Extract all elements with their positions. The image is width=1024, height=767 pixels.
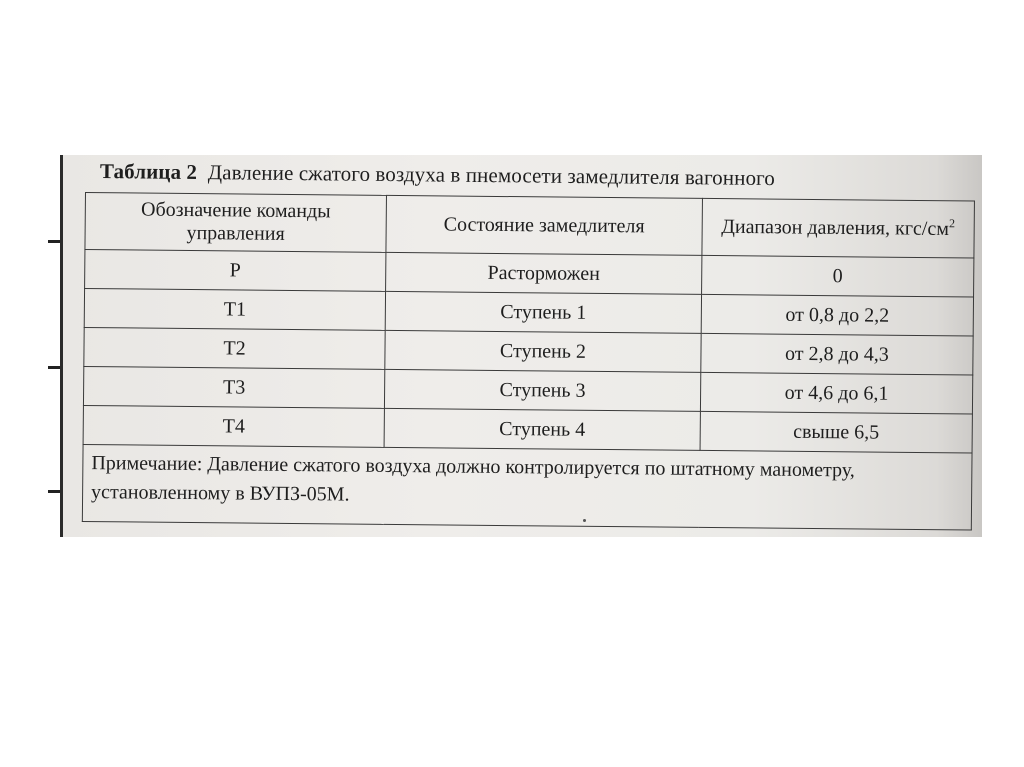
table-note: Примечание: Давление сжатого воздуха должно контролируется по штатному манометру, установленному в ВУПЗ-05М.	[82, 444, 972, 530]
cell-state: Ступень 3	[384, 369, 700, 411]
cell-state: Ступень 1	[385, 291, 701, 333]
cell-pressure: свыше 6,5	[700, 411, 972, 453]
table-caption	[100, 159, 775, 191]
cell-command: Р	[85, 250, 386, 292]
scan-speck	[583, 519, 586, 522]
header-state: Состояние замедлителя	[386, 195, 702, 255]
pressure-table	[82, 192, 975, 531]
cell-pressure: 0	[701, 255, 973, 297]
cell-command: Т1	[84, 289, 385, 331]
cell-command: Т2	[84, 327, 385, 369]
header-command: Обозначение команды управления	[85, 193, 387, 253]
note-row	[82, 444, 972, 530]
header-row	[85, 193, 975, 259]
cell-state: Ступень 4	[384, 408, 700, 450]
cell-pressure: от 0,8 до 2,2	[701, 294, 973, 336]
cell-pressure: от 4,6 до 6,1	[700, 372, 972, 414]
cell-state: Расторможен	[386, 252, 702, 294]
table-number: Таблица 2	[99, 159, 198, 185]
header-pressure: Диапазон давления, кгс/$см^2$	[702, 198, 975, 258]
table-title: Давление сжатого воздуха в пнемосети замедлителя вагонного	[207, 160, 776, 191]
cell-command: Т3	[83, 366, 384, 408]
cell-command: Т4	[83, 405, 384, 447]
cell-state: Ступень 2	[385, 330, 701, 372]
scanned-page	[60, 155, 982, 537]
cell-pressure: от 2,8 до 4,3	[701, 333, 973, 375]
